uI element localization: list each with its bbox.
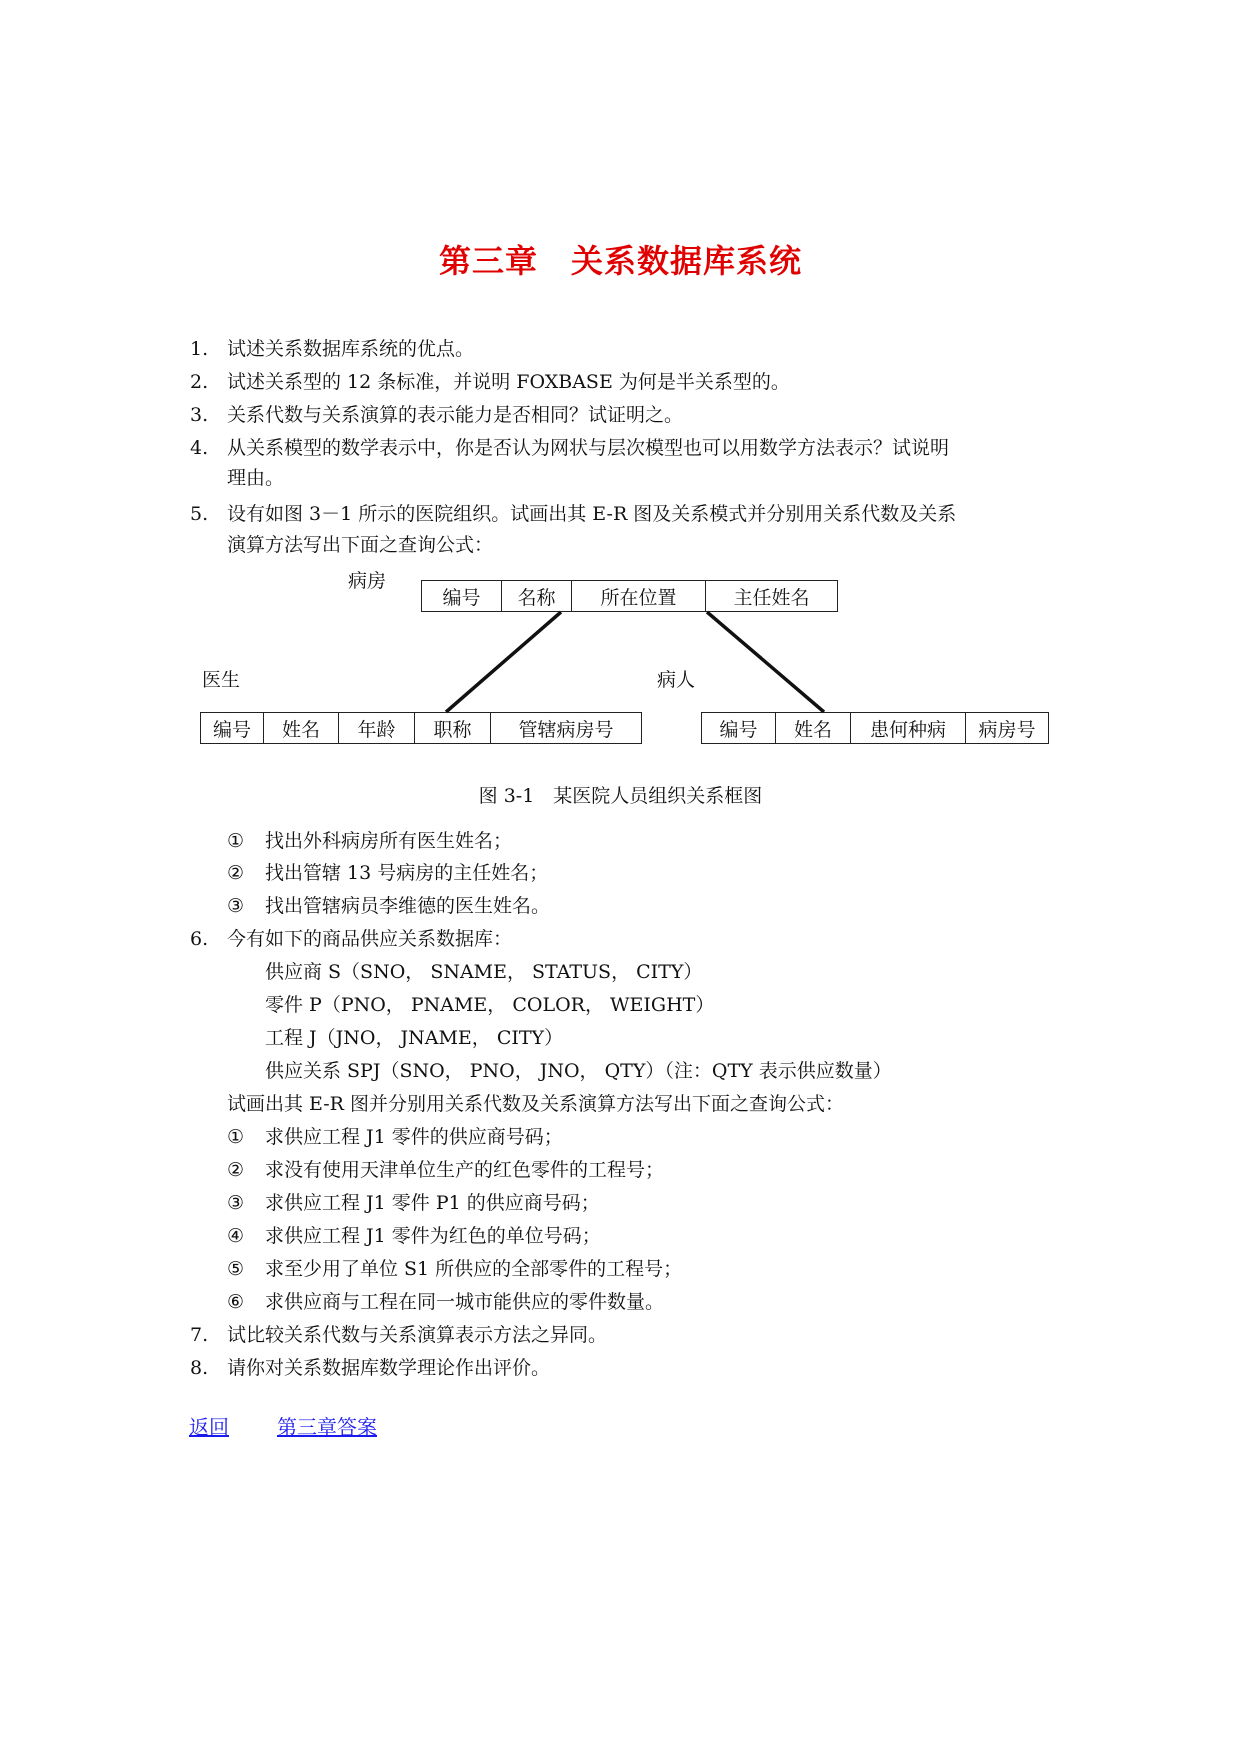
question-number: 1. (190, 338, 209, 360)
question-text: 试画出其 E-R 图并分别用关系代数及关系演算方法写出下面之查询公式： (227, 1093, 845, 1115)
doctor-field: 年龄 (339, 713, 415, 743)
question-text: 今有如下的商品供应关系数据库： (227, 928, 513, 950)
item-text: 求供应商与工程在同一城市能供应的零件数量。 (265, 1291, 665, 1313)
item-marker: ③ (227, 1192, 245, 1214)
doctor-table (200, 712, 642, 744)
item-marker: ④ (227, 1225, 245, 1247)
item-marker: ① (227, 1126, 245, 1148)
item-text: 求没有使用天津单位生产的红色零件的工程号； (265, 1159, 665, 1181)
question-number: 7. (190, 1324, 209, 1346)
ward-field: 名称 (502, 581, 572, 611)
page-title: 第三章 关系数据库系统 (438, 242, 802, 280)
schema-text: 工程 J（JNO， JNAME， CITY） (265, 1027, 564, 1049)
question-text: 理由。 (227, 467, 285, 489)
patient-field: 编号 (702, 713, 776, 743)
question-text: 试比较关系代数与关系演算表示方法之异同。 (227, 1324, 608, 1346)
item-marker: ② (227, 862, 245, 884)
item-marker: ① (227, 830, 245, 852)
item-marker: ⑤ (227, 1258, 245, 1280)
item-text: 求供应工程 J1 零件为红色的单位号码； (265, 1225, 601, 1247)
chapter-3-answer-link[interactable]: 第三章答案 (277, 1415, 377, 1439)
ward-doctor-link (446, 612, 561, 712)
question-text: 试述关系数据库系统的优点。 (227, 338, 475, 360)
question-number: 2. (190, 371, 209, 393)
back-link[interactable]: 返回 (189, 1415, 229, 1439)
question-number: 6. (190, 928, 209, 950)
item-text: 找出外科病房所有医生姓名； (265, 830, 513, 852)
doctor-field: 编号 (201, 713, 264, 743)
ward-field: 所在位置 (572, 581, 706, 611)
figure-caption: 图 3-1 某医院人员组织关系框图 (478, 785, 763, 807)
item-marker: ③ (227, 895, 245, 917)
doctor-label: 医生 (202, 669, 241, 691)
patient-label: 病人 (657, 669, 696, 691)
question-text: 设有如图 3－1 所示的医院组织。试画出其 E-R 图及关系模式并分别用关系代数及关系 (227, 503, 957, 525)
item-marker: ⑥ (227, 1291, 245, 1313)
patient-field: 患何种病 (851, 713, 966, 743)
question-text: 试述关系型的 12 条标准，并说明 FOXBASE 为何是半关系型的。 (227, 371, 790, 393)
item-text: 求至少用了单位 S1 所供应的全部零件的工程号； (265, 1258, 683, 1280)
question-number: 4. (190, 437, 209, 459)
ward-patient-link (707, 612, 824, 712)
doctor-field: 姓名 (264, 713, 339, 743)
question-text: 演算方法写出下面之查询公式： (227, 534, 494, 556)
item-text: 求供应工程 J1 零件的供应商号码； (265, 1126, 563, 1148)
question-number: 3. (190, 404, 209, 426)
question-text: 关系代数与关系演算的表示能力是否相同？试证明之。 (227, 404, 684, 426)
ward-field: 编号 (422, 581, 502, 611)
doctor-field: 职称 (415, 713, 491, 743)
ward-field: 主任姓名 (733, 586, 810, 609)
item-text: 找出管辖 13 号病房的主任姓名； (265, 862, 549, 884)
item-text: 找出管辖病员李维德的医生姓名。 (265, 895, 551, 917)
item-text: 求供应工程 J1 零件 P1 的供应商号码； (265, 1192, 600, 1214)
question-text: 请你对关系数据库数学理论作出评价。 (227, 1357, 551, 1379)
schema-text: 供应商 S（SNO， SNAME， STATUS， CITY） (265, 961, 703, 983)
question-number: 8. (190, 1357, 209, 1379)
schema-text: 供应关系 SPJ（SNO， PNO， JNO， QTY）（注：QTY 表示供应数量） (265, 1060, 892, 1082)
question-number: 5. (190, 503, 209, 525)
item-marker: ② (227, 1159, 245, 1181)
patient-field: 病房号 (978, 718, 1036, 741)
ward-label: 病房 (348, 570, 387, 592)
schema-text: 零件 P（PNO， PNAME， COLOR， WEIGHT） (265, 994, 715, 1016)
patient-field: 姓名 (776, 713, 851, 743)
patient-table (701, 712, 1049, 744)
doctor-field: 管辖病房号 (518, 718, 614, 741)
question-text: 从关系模型的数学表示中，你是否认为网状与层次模型也可以用数学方法表示？试说明 (227, 437, 950, 459)
